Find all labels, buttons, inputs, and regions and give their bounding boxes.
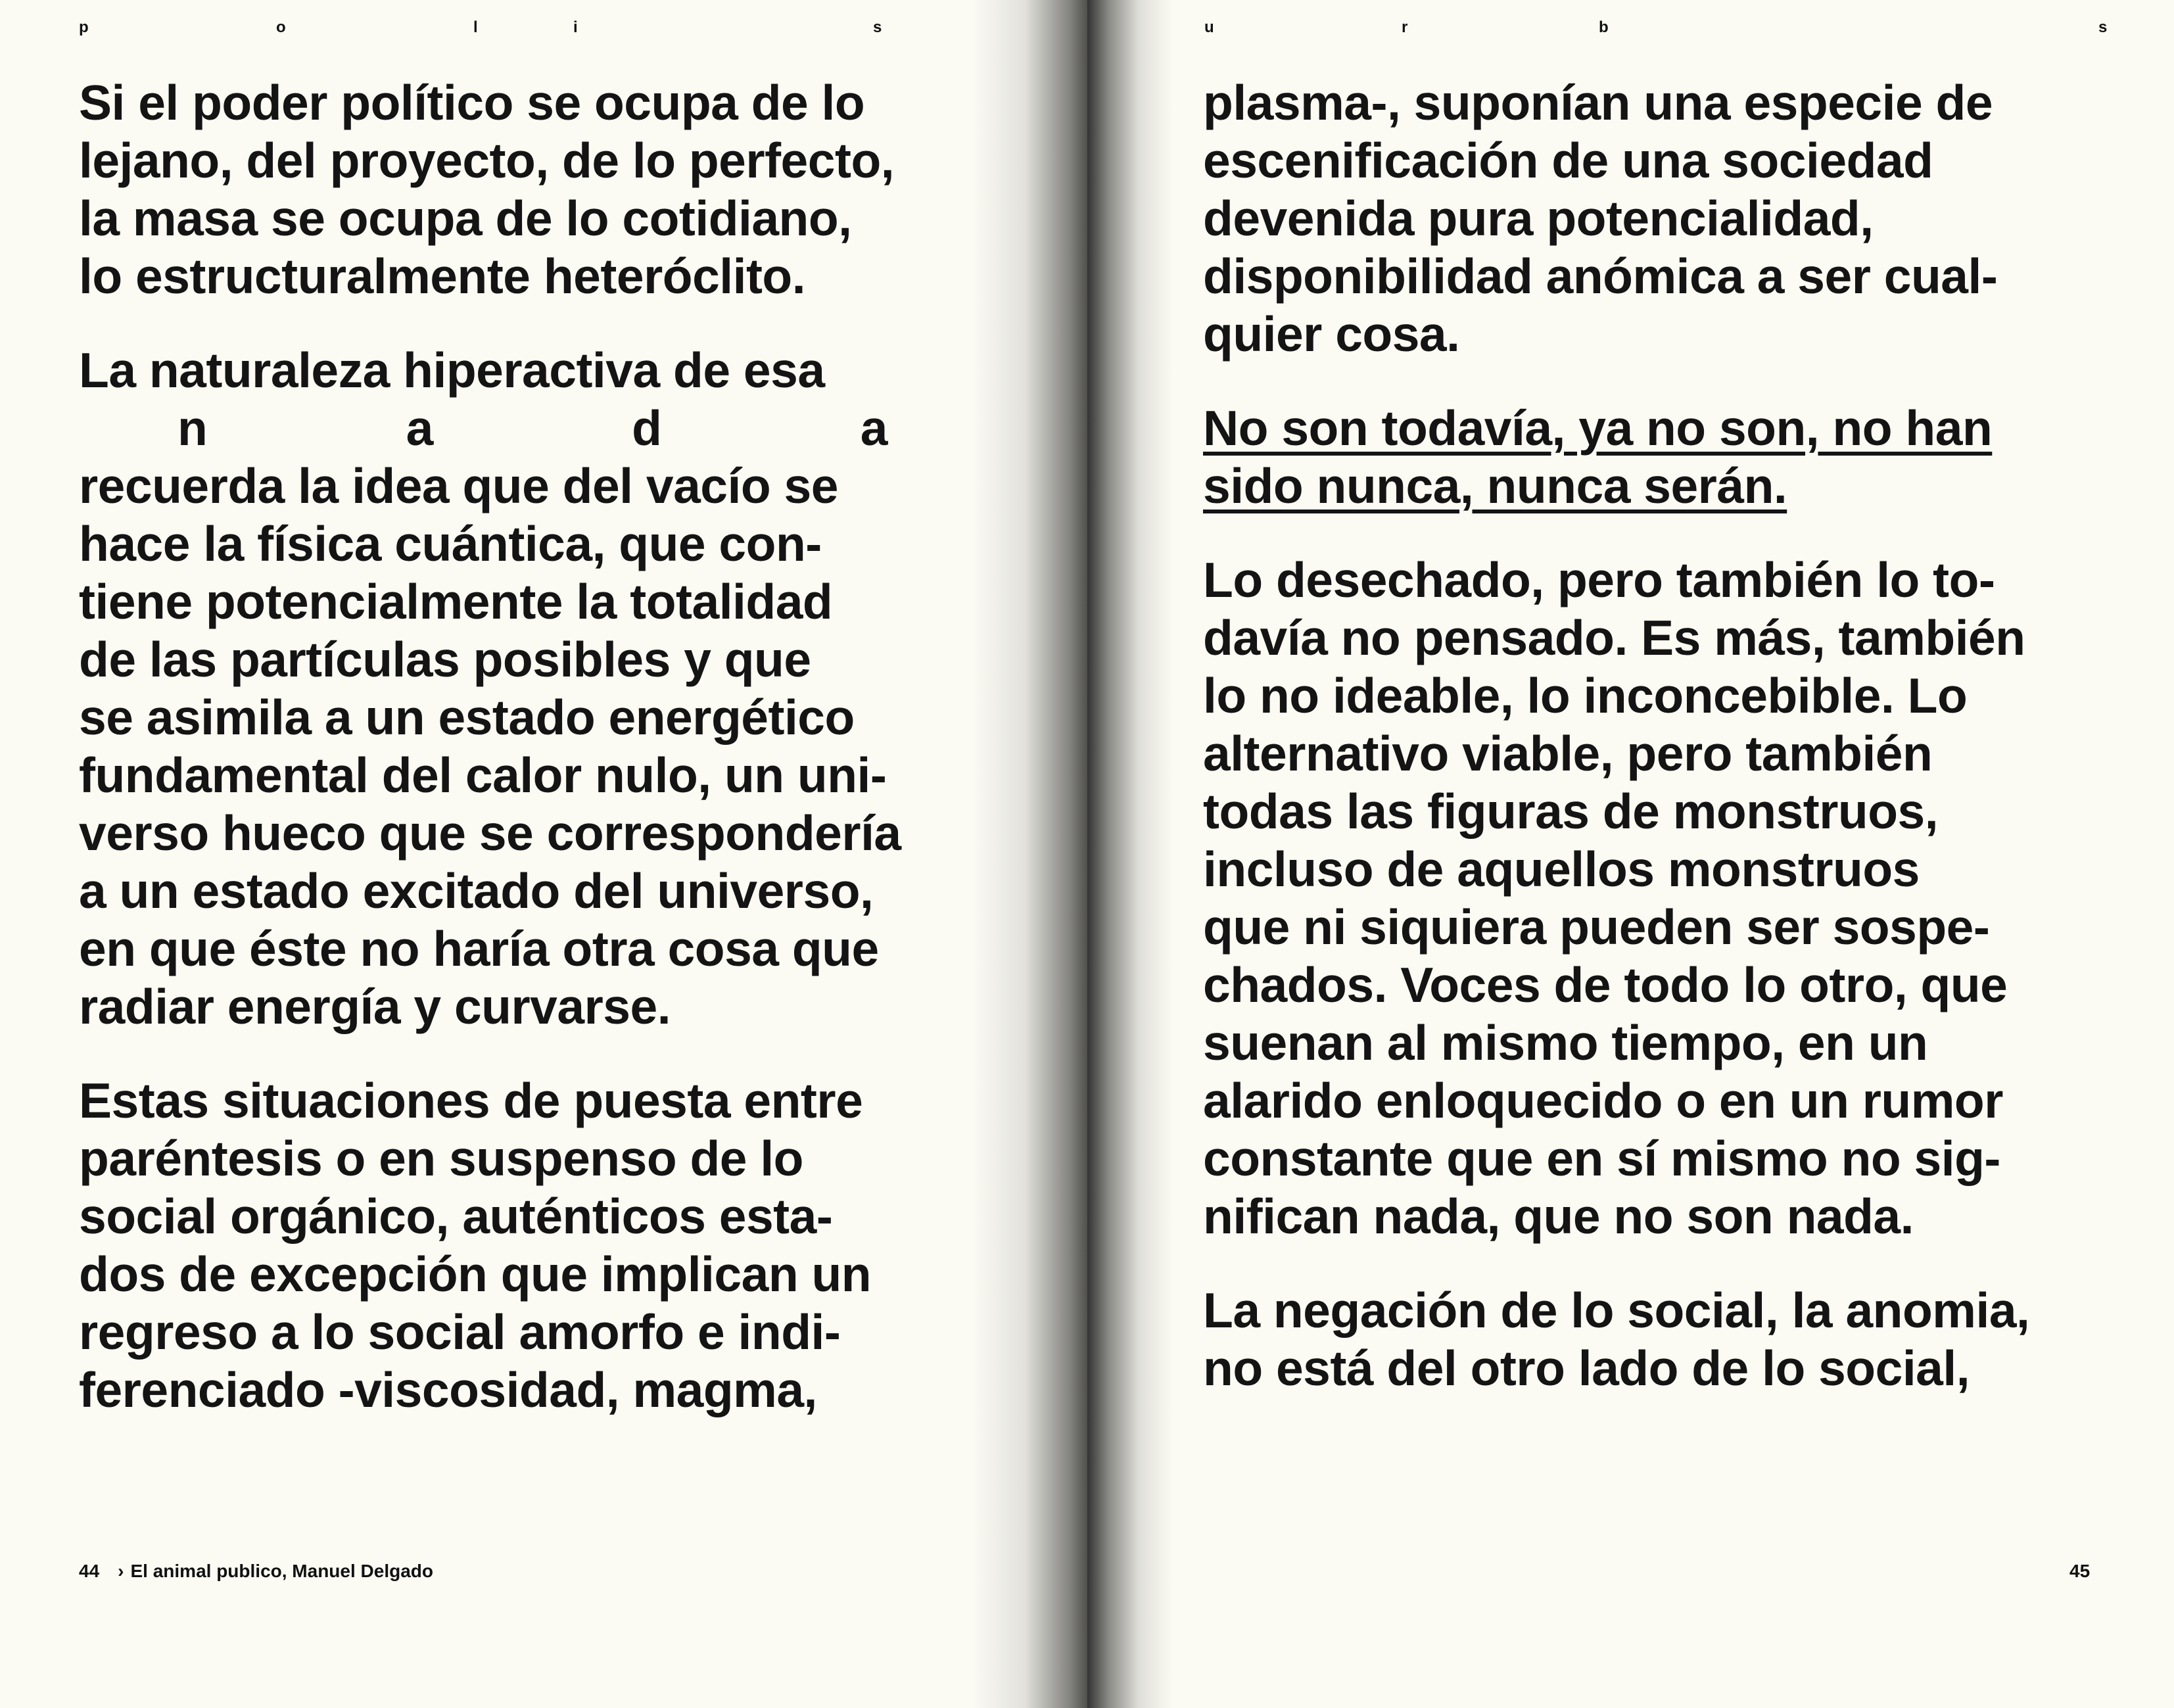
- running-head-letter: p: [79, 18, 89, 36]
- chevron-right-icon: ›: [118, 1561, 124, 1581]
- paragraph: Lo desechado, pero también lo to- davía no pensado. Es más, también lo no ideable, lo inconcebible. Lo alternativo viable, pero también todas las figuras de monstruos, incluso de aquellos monstruos que ni siquiera pueden ser sospe- chados. Voces de todo lo otro, que suenan al mismo tiempo, en un alarido enloquecido o en un rumor constante que en sí mismo no sig- nifican nada, que no son nada.: [1203, 552, 2025, 1244]
- underlined-paragraph: No son todavía, ya no son, no han sido nunca, nunca serán.: [1203, 400, 1993, 513]
- running-head-left: [79, 18, 881, 42]
- running-head-letter: r: [1402, 18, 1408, 36]
- paragraph: La naturaleza hiperactiva de esa: [79, 343, 825, 398]
- running-head-letter: l: [473, 18, 478, 36]
- running-head-letter: b: [1599, 18, 1609, 36]
- spaced-letter: n: [177, 400, 208, 456]
- spaced-word-nada: [79, 399, 887, 457]
- running-head-letter: s: [873, 18, 882, 36]
- running-head-right: [1204, 18, 2108, 42]
- paragraph: Si el poder político se ocupa de lo lejano, del proyecto, de lo perfecto, la masa se ocupa de lo cotidiano, lo estructuralmente heteróclito.: [79, 75, 895, 304]
- paragraph: La negación de lo social, la anomia, no está del otro lado de lo social,: [1203, 1283, 2030, 1396]
- paragraph: plasma-, suponían una especie de escenificación de una sociedad devenida pura potencialidad, disponibilidad anómica a ser cual- quier cosa.: [1203, 75, 1998, 362]
- paragraph: Estas situaciones de puesta entre paréntesis o en suspenso de lo social orgánico, auténticos esta- dos de excepción que implican un regreso a lo social amorfo e indi- ferenciado -viscosidad, magma,: [79, 1073, 872, 1417]
- gutter-shadow: [973, 0, 1087, 1708]
- spaced-letter: a: [406, 400, 433, 456]
- spaced-letter: a: [860, 400, 887, 456]
- running-head-letter: s: [2098, 18, 2108, 36]
- running-head-letter: u: [1204, 18, 1214, 36]
- source-credit: El animal publico, Manuel Delgado: [130, 1561, 433, 1581]
- right-body-text: [1203, 74, 2123, 1433]
- spaced-letter: d: [632, 400, 662, 456]
- paragraph: recuerda la idea que del vacío se hace la física cuántica, que con- tiene potencialmente la totalidad de las partículas posibles y que se asimila a un estado energético fundamental del calor nulo, un uni- verso hueco que se correspondería a un estado excitado del universo, en que éste no haría otra cosa que radiar energía y curvarse.: [79, 458, 901, 1034]
- footer-right: [2069, 1561, 2090, 1582]
- left-body-text: [79, 74, 1012, 1455]
- running-head-letter: o: [276, 18, 286, 36]
- page-number: 45: [2069, 1561, 2091, 1581]
- gutter-shadow: [1087, 0, 1173, 1708]
- running-head-letter: i: [573, 18, 578, 36]
- page-number: 44: [79, 1561, 100, 1581]
- footer-left: [79, 1561, 433, 1582]
